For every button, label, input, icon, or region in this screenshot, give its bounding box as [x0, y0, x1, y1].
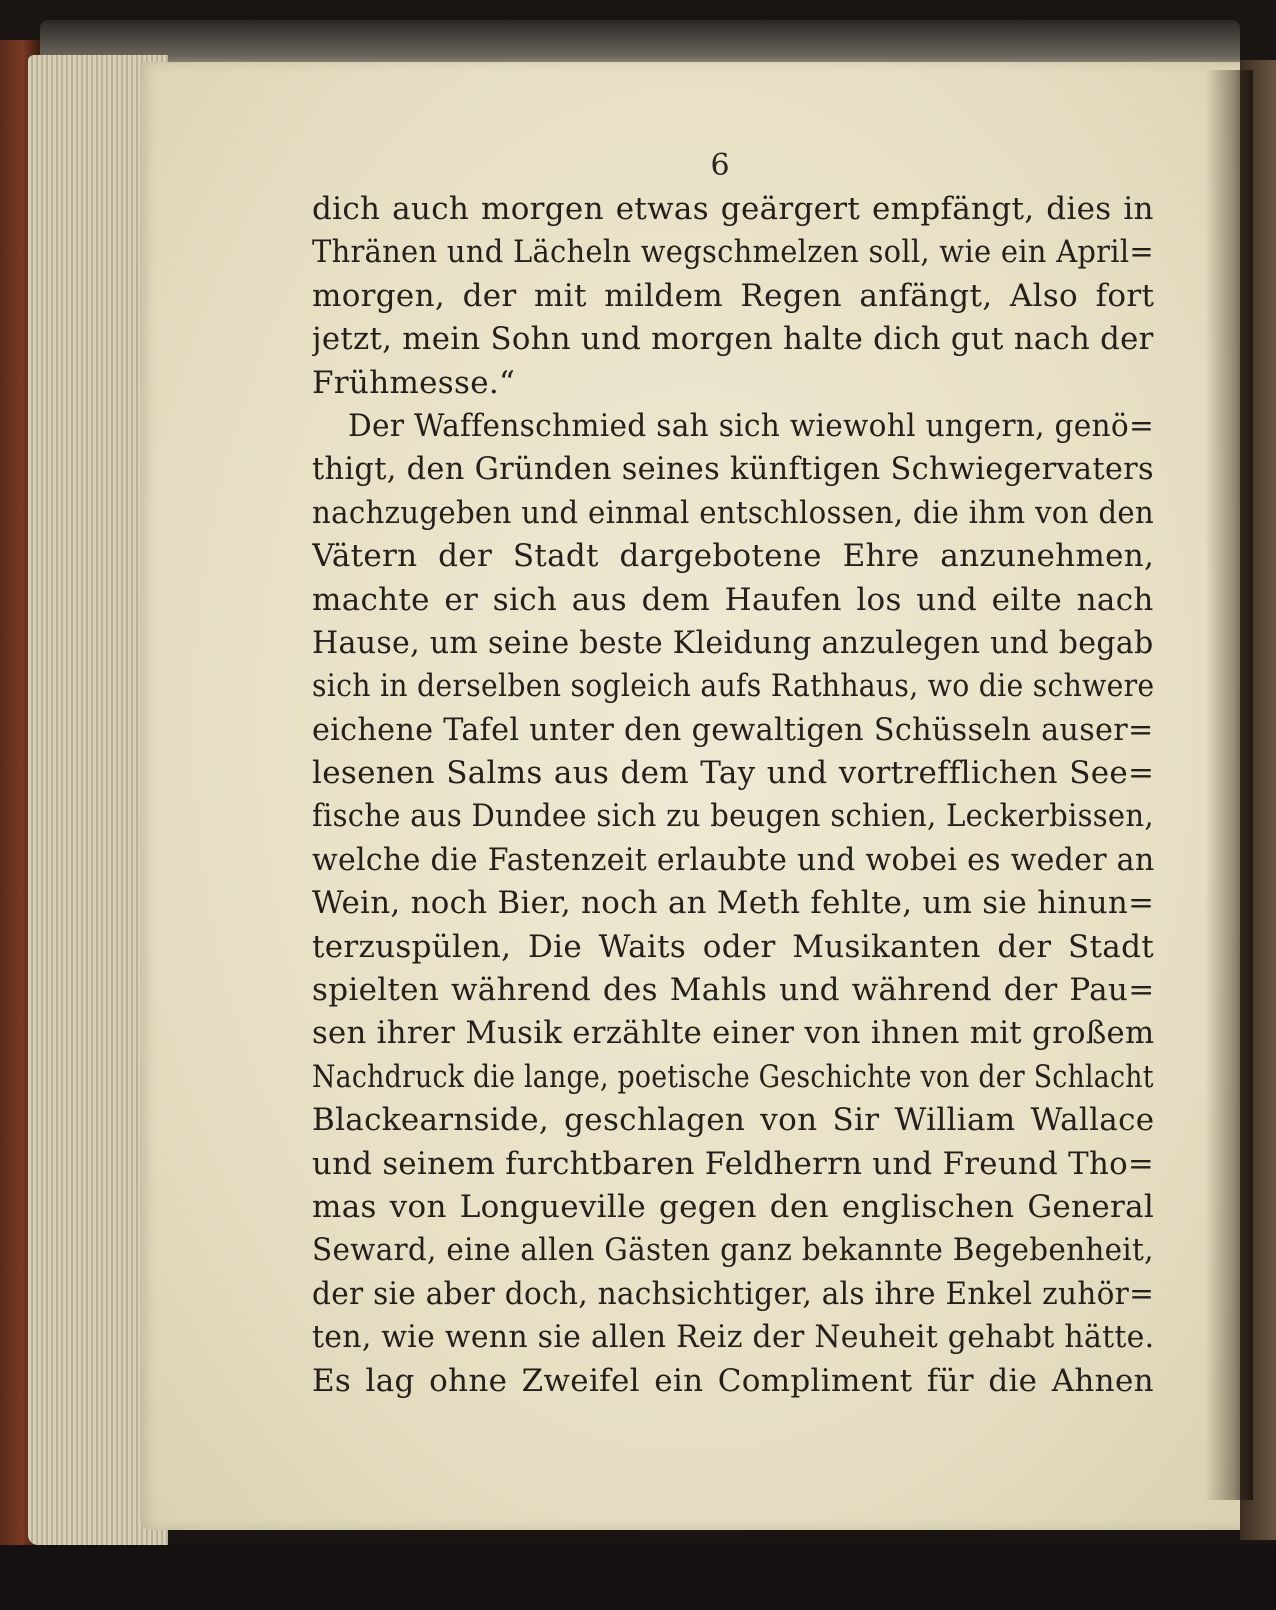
text-line: Blackearnside, geschlagen von Sir William Wallace — [312, 1102, 1154, 1139]
text-line: mas von Longueville gegen den englischen General — [312, 1188, 1154, 1225]
text-line: Frühmesse.“ — [312, 364, 516, 401]
text-line: Vätern der Stadt dargebotene Ehre anzunehmen, — [312, 538, 1154, 575]
text-line: machte er sich aus dem Haufen los und eilte nach — [312, 581, 1154, 618]
gutter-shadow — [1205, 70, 1253, 1500]
text-line: Thränen und Lächeln wegschmelzen soll, wie ein April= — [312, 234, 1154, 271]
text-line: fische aus Dundee sich zu beugen schien, Leckerbissen, — [312, 798, 1154, 835]
text-line: spielten während des Mahls und während der Pau= — [312, 972, 1154, 1009]
text-line: nachzugeben und einmal entschlossen, die ihm von den — [312, 494, 1154, 531]
text-line: welche die Fastenzeit erlaubte und wobei es weder an — [312, 841, 1154, 878]
text-line: terzuspülen, Die Waits oder Musikanten der Stadt — [312, 928, 1154, 965]
text-line: jetzt, mein Sohn und morgen halte dich gut nach der — [312, 321, 1154, 358]
text-line: der sie aber doch, nachsichtiger, als ihre Enkel zuhör= — [312, 1275, 1154, 1312]
bottom-shadow — [0, 1545, 1276, 1610]
text-line: Es lag ohne Zweifel ein Compliment für die Ahnen — [312, 1362, 1154, 1399]
text-line: Seward, eine allen Gästen ganz bekannte Begebenheit, — [312, 1232, 1154, 1269]
text-line: morgen, der mit mildem Regen anfängt, Also fort — [312, 277, 1154, 314]
text-line: Der Waffenschmied sah sich wiewohl ungern, genö= — [348, 407, 1154, 444]
text-line: Wein, noch Bier, noch an Meth fehlte, um sie hinun= — [312, 885, 1154, 922]
text-line: sen ihrer Musik erzählte einer von ihnen mit großem — [312, 1015, 1154, 1052]
page-number: 6 — [710, 148, 730, 183]
text-line: Hause, um seine beste Kleidung anzulegen und begab — [312, 624, 1154, 661]
text-line: lesenen Salms aus dem Tay und vortrefflichen See= — [312, 755, 1154, 792]
text-line: und seinem furchtbaren Feldherrn und Freund Tho= — [312, 1145, 1154, 1182]
text-line: Nachdruck die lange, poetische Geschichte von der Schlacht — [312, 1058, 1154, 1095]
text-line: thigt, den Gründen seines künftigen Schwiegervaters — [312, 451, 1154, 488]
page-body-text — [312, 188, 1154, 1403]
text-line: sich in derselben sogleich aufs Rathhaus, wo die schwere — [312, 668, 1154, 705]
text-line: ten, wie wenn sie allen Reiz der Neuheit gehabt hätte. — [312, 1319, 1154, 1356]
text-line: eichene Tafel unter den gewaltigen Schüsseln auser= — [312, 711, 1154, 748]
text-line: dich auch morgen etwas geärgert empfängt, dies in — [312, 191, 1154, 227]
